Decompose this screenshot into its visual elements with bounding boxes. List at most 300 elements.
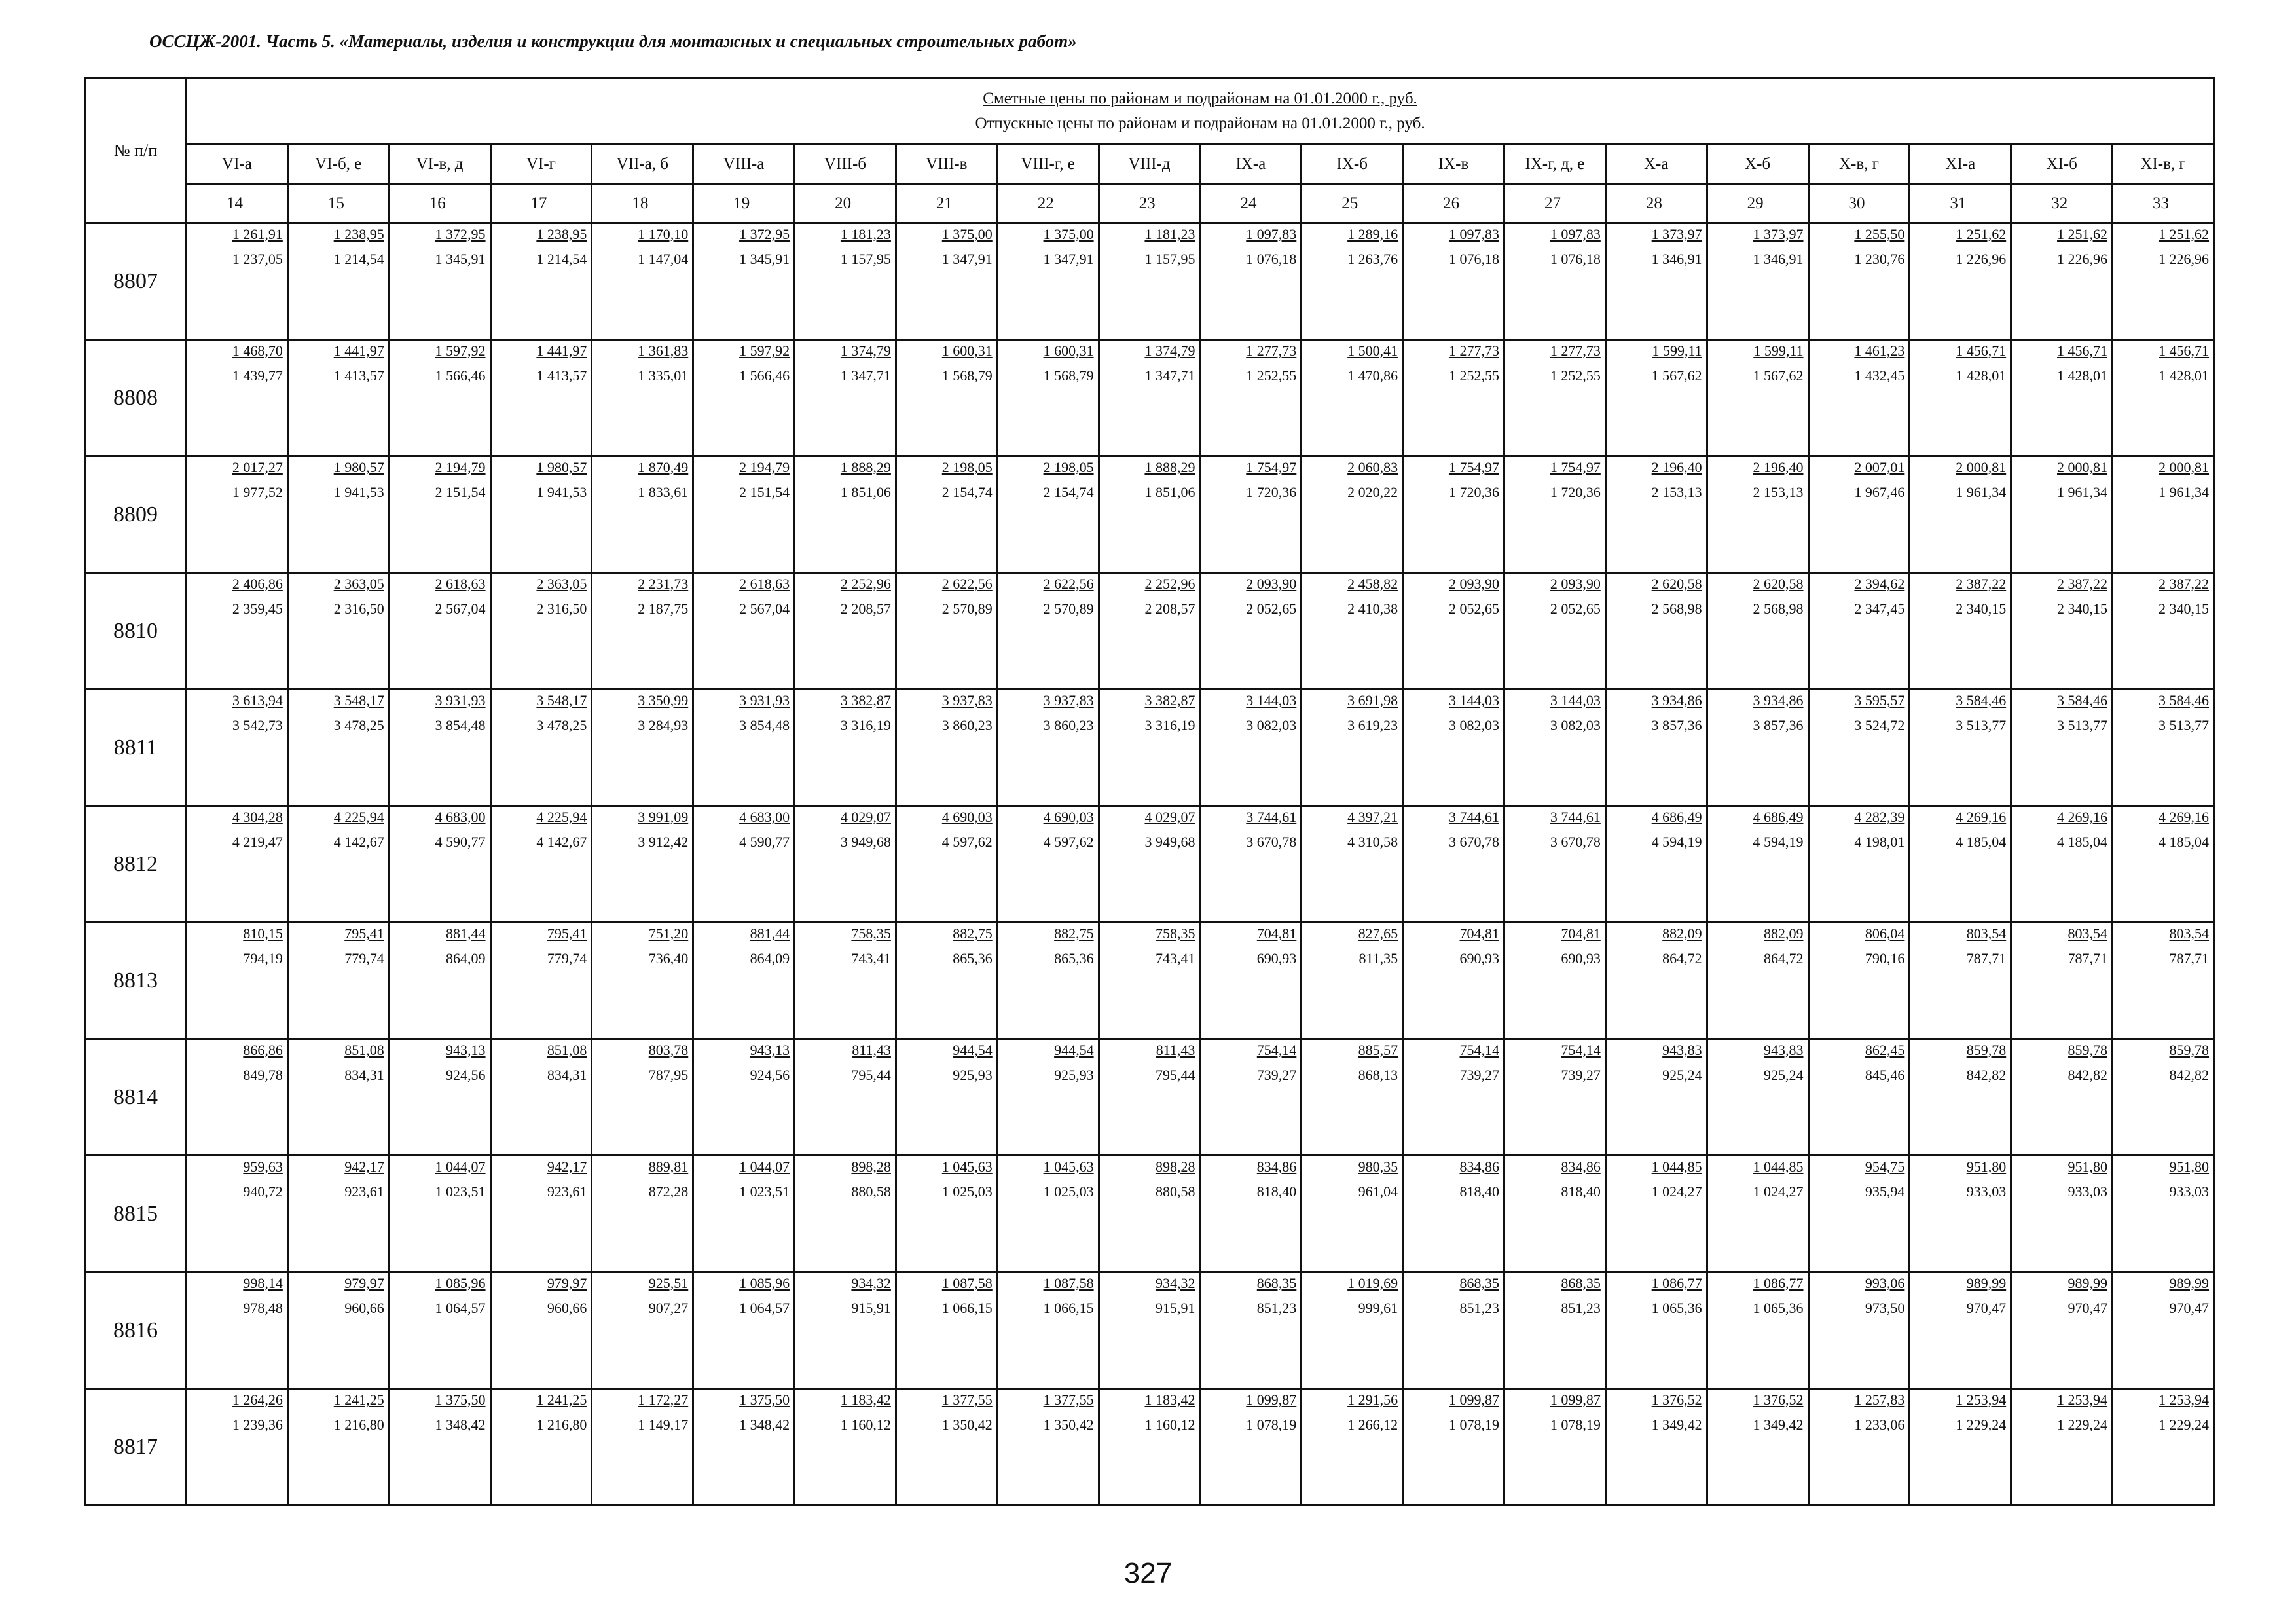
estimate-price: 859,78 <box>2068 1042 2108 1058</box>
estimate-price: 4 029,07 <box>1144 809 1195 825</box>
release-price: 1 078,19 <box>1246 1416 1297 1433</box>
price-cell <box>795 1389 896 1505</box>
column-number: 25 <box>1302 185 1403 223</box>
price-cell <box>1099 1389 1200 1505</box>
estimate-price: 795,41 <box>344 925 384 942</box>
price-cell <box>1605 923 1707 1039</box>
table-row <box>85 1272 2214 1389</box>
price-cell <box>1504 1272 1605 1389</box>
price-cell <box>1504 223 1605 340</box>
column-number: 14 <box>187 185 288 223</box>
estimate-price: 959,63 <box>243 1158 283 1175</box>
release-price: 3 082,03 <box>1550 717 1601 733</box>
estimate-price: 1 044,07 <box>739 1158 790 1175</box>
release-price: 3 478,25 <box>333 717 384 733</box>
estimate-price: 1 045,63 <box>941 1158 993 1175</box>
price-cell <box>693 806 795 923</box>
price-cell <box>1808 223 1910 340</box>
price-cell <box>1200 223 1302 340</box>
release-price: 739,27 <box>1561 1067 1601 1083</box>
price-cell <box>490 690 592 806</box>
release-price: 2 020,22 <box>1347 484 1398 500</box>
release-price: 1 350,42 <box>1043 1416 1094 1433</box>
estimate-price: 758,35 <box>1155 925 1195 942</box>
estimate-price: 1 376,52 <box>1651 1392 1702 1408</box>
release-price: 779,74 <box>547 950 587 967</box>
estimate-price: 3 584,46 <box>2057 692 2108 709</box>
region-header: XI-в, г <box>2113 145 2214 185</box>
release-price: 970,47 <box>1966 1300 2007 1316</box>
release-price: 1 851,06 <box>840 484 891 500</box>
price-cell <box>997 340 1099 456</box>
price-cell <box>1808 1272 1910 1389</box>
estimate-price: 754,14 <box>1256 1042 1297 1058</box>
price-cell <box>1302 223 1403 340</box>
estimate-price: 834,86 <box>1459 1158 1499 1175</box>
estimate-price: 803,78 <box>648 1042 689 1058</box>
release-price: 1 348,42 <box>435 1416 486 1433</box>
release-price: 2 052,65 <box>1246 600 1297 617</box>
price-cell <box>693 573 795 690</box>
row-number: 8811 <box>85 690 187 806</box>
price-cell <box>693 1389 795 1505</box>
estimate-price: 811,43 <box>852 1042 891 1058</box>
release-price: 2 153,13 <box>1753 484 1804 500</box>
estimate-price: 2 387,22 <box>2057 576 2108 592</box>
release-price: 2 208,57 <box>840 600 891 617</box>
release-price: 1 566,46 <box>435 367 486 384</box>
estimate-price: 2 017,27 <box>232 459 283 475</box>
estimate-price: 1 261,91 <box>232 226 283 242</box>
estimate-price: 2 093,90 <box>1550 576 1601 592</box>
price-cell <box>1707 923 1808 1039</box>
release-price: 3 670,78 <box>1550 834 1601 850</box>
price-cell <box>1302 1039 1403 1156</box>
release-price: 1 439,77 <box>232 367 283 384</box>
price-cell <box>1099 1156 1200 1272</box>
estimate-price: 3 144,03 <box>1448 692 1499 709</box>
region-header: X-в, г <box>1808 145 1910 185</box>
price-cell <box>1302 690 1403 806</box>
estimate-price: 1 375,50 <box>739 1392 790 1408</box>
release-price: 1 335,01 <box>638 367 689 384</box>
release-price: 3 082,03 <box>1448 717 1499 733</box>
release-price: 2 570,89 <box>941 600 993 617</box>
release-price: 1 851,06 <box>1144 484 1195 500</box>
estimate-price: 2 093,90 <box>1246 576 1297 592</box>
release-price: 1 149,17 <box>638 1416 689 1433</box>
column-number: 30 <box>1808 185 1910 223</box>
release-price: 4 594,19 <box>1753 834 1804 850</box>
estimate-price: 979,97 <box>344 1275 384 1291</box>
price-cell <box>693 1039 795 1156</box>
release-price: 2 154,74 <box>1043 484 1094 500</box>
release-price: 3 857,36 <box>1651 717 1702 733</box>
estimate-price: 4 269,16 <box>2159 809 2210 825</box>
column-number: 28 <box>1605 185 1707 223</box>
estimate-price: 944,54 <box>953 1042 993 1058</box>
estimate-price: 989,99 <box>1966 1275 2007 1291</box>
release-price: 1 941,53 <box>333 484 384 500</box>
table-row <box>85 223 2214 340</box>
price-cell <box>1200 340 1302 456</box>
price-cell <box>1200 923 1302 1039</box>
estimate-price: 1 377,55 <box>941 1392 993 1408</box>
price-cell <box>1200 1039 1302 1156</box>
price-cell <box>693 223 795 340</box>
release-price: 970,47 <box>2169 1300 2210 1316</box>
price-cell <box>1707 690 1808 806</box>
estimate-price: 1 377,55 <box>1043 1392 1094 1408</box>
estimate-price: 943,13 <box>750 1042 790 1058</box>
price-cell <box>389 1156 490 1272</box>
estimate-price: 2 093,90 <box>1448 576 1499 592</box>
release-price: 2 151,54 <box>739 484 790 500</box>
estimate-price: 1 099,87 <box>1448 1392 1499 1408</box>
table-body <box>85 223 2214 1505</box>
estimate-price: 806,04 <box>1865 925 1905 942</box>
release-price: 2 359,45 <box>232 600 283 617</box>
release-price: 1 229,24 <box>1956 1416 2007 1433</box>
release-price: 3 082,03 <box>1246 717 1297 733</box>
price-cell <box>1605 1272 1707 1389</box>
release-price: 925,93 <box>953 1067 993 1083</box>
price-cell <box>1605 1156 1707 1272</box>
column-number: 29 <box>1707 185 1808 223</box>
column-number: 15 <box>287 185 389 223</box>
release-price: 3 949,68 <box>840 834 891 850</box>
release-price: 1 076,18 <box>1448 251 1499 267</box>
region-header: XI-б <box>2011 145 2113 185</box>
estimate-price: 989,99 <box>2068 1275 2108 1291</box>
price-cell <box>287 1156 389 1272</box>
release-price: 1 720,36 <box>1550 484 1601 500</box>
price-cell <box>795 690 896 806</box>
release-price: 794,19 <box>243 950 283 967</box>
release-price: 933,03 <box>2169 1183 2210 1200</box>
price-cell <box>1910 223 2011 340</box>
release-price: 970,47 <box>2068 1300 2108 1316</box>
price-cell <box>187 456 288 573</box>
release-price: 973,50 <box>1865 1300 1905 1316</box>
price-cell <box>1302 340 1403 456</box>
price-cell <box>1707 1272 1808 1389</box>
estimate-price: 979,97 <box>547 1275 587 1291</box>
estimate-price: 3 934,86 <box>1753 692 1804 709</box>
release-price: 3 316,19 <box>1144 717 1195 733</box>
estimate-price: 704,81 <box>1561 925 1601 942</box>
price-cell <box>2113 1039 2214 1156</box>
release-price: 1 233,06 <box>1854 1416 1905 1433</box>
estimate-price: 1 044,85 <box>1753 1158 1804 1175</box>
release-price: 3 949,68 <box>1144 834 1195 850</box>
estimate-price: 3 931,93 <box>739 692 790 709</box>
estimate-price: 980,35 <box>1358 1158 1398 1175</box>
price-cell <box>795 923 896 1039</box>
estimate-price: 2 387,22 <box>1956 576 2007 592</box>
estimate-price: 1 373,97 <box>1753 226 1804 242</box>
release-price: 787,71 <box>2169 950 2210 967</box>
estimate-price: 1 181,23 <box>1144 226 1195 242</box>
release-price: 1 263,76 <box>1347 251 1398 267</box>
region-header: IX-а <box>1200 145 1302 185</box>
region-header: X-а <box>1605 145 1707 185</box>
price-cell <box>1605 1039 1707 1156</box>
release-price: 4 142,67 <box>536 834 587 850</box>
price-cell <box>287 1272 389 1389</box>
estimate-price: 1 097,83 <box>1246 226 1297 242</box>
release-price: 1 076,18 <box>1550 251 1601 267</box>
release-price: 864,09 <box>750 950 790 967</box>
table-row <box>85 456 2214 573</box>
estimate-price: 834,86 <box>1256 1158 1297 1175</box>
price-cell <box>490 223 592 340</box>
price-cell <box>1707 1039 1808 1156</box>
price-cell <box>1099 456 1200 573</box>
release-price: 1 347,91 <box>1043 251 1094 267</box>
estimate-price: 2 618,63 <box>739 576 790 592</box>
estimate-price: 1 255,50 <box>1854 226 1905 242</box>
estimate-price: 2 363,05 <box>536 576 587 592</box>
release-price: 3 513,77 <box>2057 717 2108 733</box>
price-cell <box>896 456 997 573</box>
estimate-price: 851,08 <box>344 1042 384 1058</box>
region-header: VI-г <box>490 145 592 185</box>
release-price: 787,71 <box>1966 950 2007 967</box>
price-cell <box>1605 223 1707 340</box>
estimate-price: 3 548,17 <box>536 692 587 709</box>
price-cell <box>2113 456 2214 573</box>
column-number-row <box>85 185 2214 223</box>
estimate-price: 1 238,95 <box>333 226 384 242</box>
estimate-price: 3 613,94 <box>232 692 283 709</box>
estimate-price: 3 548,17 <box>333 692 384 709</box>
estimate-price: 4 686,49 <box>1651 809 1702 825</box>
price-cell <box>1808 806 1910 923</box>
price-cell <box>592 1156 693 1272</box>
estimate-price: 1 183,42 <box>1144 1392 1195 1408</box>
price-cell <box>1707 340 1808 456</box>
release-price: 2 151,54 <box>435 484 486 500</box>
release-price: 1 065,36 <box>1753 1300 1804 1316</box>
release-price: 743,41 <box>851 950 891 967</box>
estimate-price: 1 468,70 <box>232 342 283 359</box>
release-price: 1 428,01 <box>2159 367 2210 384</box>
price-cell <box>2011 690 2113 806</box>
release-price: 3 854,48 <box>435 717 486 733</box>
row-number: 8815 <box>85 1156 187 1272</box>
release-price: 818,40 <box>1459 1183 1499 1200</box>
column-number: 22 <box>997 185 1099 223</box>
price-cell <box>2011 1272 2113 1389</box>
release-price: 787,95 <box>648 1067 689 1083</box>
release-price: 2 570,89 <box>1043 600 1094 617</box>
estimate-price: 1 372,95 <box>435 226 486 242</box>
estimate-price: 862,45 <box>1865 1042 1905 1058</box>
estimate-price: 2 406,86 <box>232 576 283 592</box>
price-cell <box>490 1389 592 1505</box>
estimate-price: 2 363,05 <box>333 576 384 592</box>
release-price: 795,44 <box>1155 1067 1195 1083</box>
price-cell <box>1302 573 1403 690</box>
price-cell <box>1910 573 2011 690</box>
release-price: 1 078,19 <box>1550 1416 1601 1433</box>
estimate-price: 2 196,40 <box>1753 459 1804 475</box>
estimate-price: 866,86 <box>243 1042 283 1058</box>
estimate-price: 1 253,94 <box>1956 1392 2007 1408</box>
row-number: 8816 <box>85 1272 187 1389</box>
region-header: X-б <box>1707 145 1808 185</box>
release-price: 2 568,98 <box>1651 600 1702 617</box>
region-header: VI-а <box>187 145 288 185</box>
estimate-price: 859,78 <box>1966 1042 2007 1058</box>
estimate-price: 4 690,03 <box>1043 809 1094 825</box>
release-price: 842,82 <box>2068 1067 2108 1083</box>
release-price: 1 413,57 <box>536 367 587 384</box>
estimate-price: 1 170,10 <box>638 226 689 242</box>
estimate-price: 951,80 <box>1966 1158 2007 1175</box>
release-price: 1 346,91 <box>1753 251 1804 267</box>
price-cell <box>1302 1272 1403 1389</box>
estimate-price: 2 387,22 <box>2159 576 2210 592</box>
price-cell <box>1808 1039 1910 1156</box>
estimate-price: 4 269,16 <box>2057 809 2108 825</box>
release-price: 4 219,47 <box>232 834 283 850</box>
estimate-price: 811,43 <box>1156 1042 1195 1058</box>
estimate-price: 1 597,92 <box>739 342 790 359</box>
price-cell <box>1403 573 1504 690</box>
estimate-price: 1 754,97 <box>1550 459 1601 475</box>
estimate-price: 944,54 <box>1054 1042 1094 1058</box>
row-number: 8810 <box>85 573 187 690</box>
release-price: 1 157,95 <box>1144 251 1195 267</box>
price-cell <box>1707 1156 1808 1272</box>
estimate-price: 2 458,82 <box>1347 576 1398 592</box>
price-cell <box>1504 1156 1605 1272</box>
price-cell <box>2113 1272 2214 1389</box>
price-cell <box>896 1389 997 1505</box>
release-price: 1 147,04 <box>638 251 689 267</box>
release-price: 1 961,34 <box>2159 484 2210 500</box>
estimate-price: 1 099,87 <box>1550 1392 1601 1408</box>
region-header: VIII-а <box>693 145 795 185</box>
price-cell <box>187 1156 288 1272</box>
estimate-price: 998,14 <box>243 1275 283 1291</box>
estimate-price: 3 934,86 <box>1651 692 1702 709</box>
release-price: 1 214,54 <box>333 251 384 267</box>
estimate-price: 868,35 <box>1561 1275 1601 1291</box>
estimate-price: 4 225,94 <box>333 809 384 825</box>
document-header: ОССЦЖ-2001. Часть 5. «Материалы, изделия и конструкции для монтажных и специальных строительных работ» <box>149 31 1077 51</box>
price-cell <box>896 923 997 1039</box>
row-number: 8812 <box>85 806 187 923</box>
estimate-price: 1 599,11 <box>1652 342 1702 359</box>
price-cell <box>1302 1389 1403 1505</box>
price-cell <box>1403 923 1504 1039</box>
price-cell <box>1808 690 1910 806</box>
release-price: 925,24 <box>1764 1067 1804 1083</box>
region-header: IX-г, д, е <box>1504 145 1605 185</box>
price-cell <box>1605 1389 1707 1505</box>
price-cell <box>1099 223 1200 340</box>
estimate-price: 1 183,42 <box>840 1392 891 1408</box>
estimate-price: 881,44 <box>446 925 486 942</box>
price-cell <box>1910 340 2011 456</box>
estimate-price: 1 754,97 <box>1448 459 1499 475</box>
estimate-price: 2 252,96 <box>1144 576 1195 592</box>
price-cell <box>287 690 389 806</box>
price-cell <box>1808 1389 1910 1505</box>
price-cell <box>187 1272 288 1389</box>
estimate-price: 2 618,63 <box>435 576 486 592</box>
release-price: 865,36 <box>953 950 993 967</box>
price-cell <box>1504 1389 1605 1505</box>
estimate-price: 4 397,21 <box>1347 809 1398 825</box>
estimate-price: 1 372,95 <box>739 226 790 242</box>
column-number: 26 <box>1403 185 1504 223</box>
estimate-price: 3 584,46 <box>2159 692 2210 709</box>
column-number: 20 <box>795 185 896 223</box>
release-price: 4 597,62 <box>941 834 993 850</box>
estimate-price: 1 253,94 <box>2057 1392 2108 1408</box>
price-cell <box>1200 1156 1302 1272</box>
estimate-price: 943,13 <box>446 1042 486 1058</box>
price-cell <box>389 340 490 456</box>
table-row <box>85 1039 2214 1156</box>
price-cell <box>1403 690 1504 806</box>
estimate-price: 2 000,81 <box>2159 459 2210 475</box>
estimate-price: 2 000,81 <box>2057 459 2108 475</box>
price-cell <box>187 1389 288 1505</box>
column-number: 24 <box>1200 185 1302 223</box>
release-price: 1 347,71 <box>1144 367 1195 384</box>
release-price: 1 252,55 <box>1448 367 1499 384</box>
price-cell <box>1200 1272 1302 1389</box>
estimate-price: 795,41 <box>547 925 587 942</box>
price-cell <box>997 1272 1099 1389</box>
estimate-price: 882,09 <box>1662 925 1702 942</box>
price-cell <box>693 1272 795 1389</box>
release-price: 1 266,12 <box>1347 1416 1398 1433</box>
estimate-price: 3 744,61 <box>1550 809 1601 825</box>
release-price: 925,93 <box>1054 1067 1094 1083</box>
price-cell <box>1200 1389 1302 1505</box>
estimate-price: 951,80 <box>2068 1158 2108 1175</box>
release-price: 2 340,15 <box>2057 600 2108 617</box>
release-price: 3 860,23 <box>941 717 993 733</box>
estimate-price: 754,14 <box>1459 1042 1499 1058</box>
release-price: 4 198,01 <box>1854 834 1905 850</box>
column-number: 33 <box>2113 185 2214 223</box>
price-cell <box>1504 573 1605 690</box>
estimate-price: 4 686,49 <box>1753 809 1804 825</box>
price-cell <box>2113 690 2214 806</box>
estimate-price: 1 456,71 <box>1956 342 2007 359</box>
estimate-price: 1 045,63 <box>1043 1158 1094 1175</box>
price-cell <box>389 456 490 573</box>
region-header: VIII-г, е <box>997 145 1099 185</box>
price-cell <box>389 806 490 923</box>
region-header: VIII-д <box>1099 145 1200 185</box>
estimate-price: 1 181,23 <box>840 226 891 242</box>
price-cell <box>287 1389 389 1505</box>
release-price: 1 076,18 <box>1246 251 1297 267</box>
price-cell <box>287 806 389 923</box>
estimate-price: 934,32 <box>851 1275 891 1291</box>
price-cell <box>1403 1272 1504 1389</box>
price-cell <box>693 1156 795 1272</box>
estimate-price: 2 060,83 <box>1347 459 1398 475</box>
